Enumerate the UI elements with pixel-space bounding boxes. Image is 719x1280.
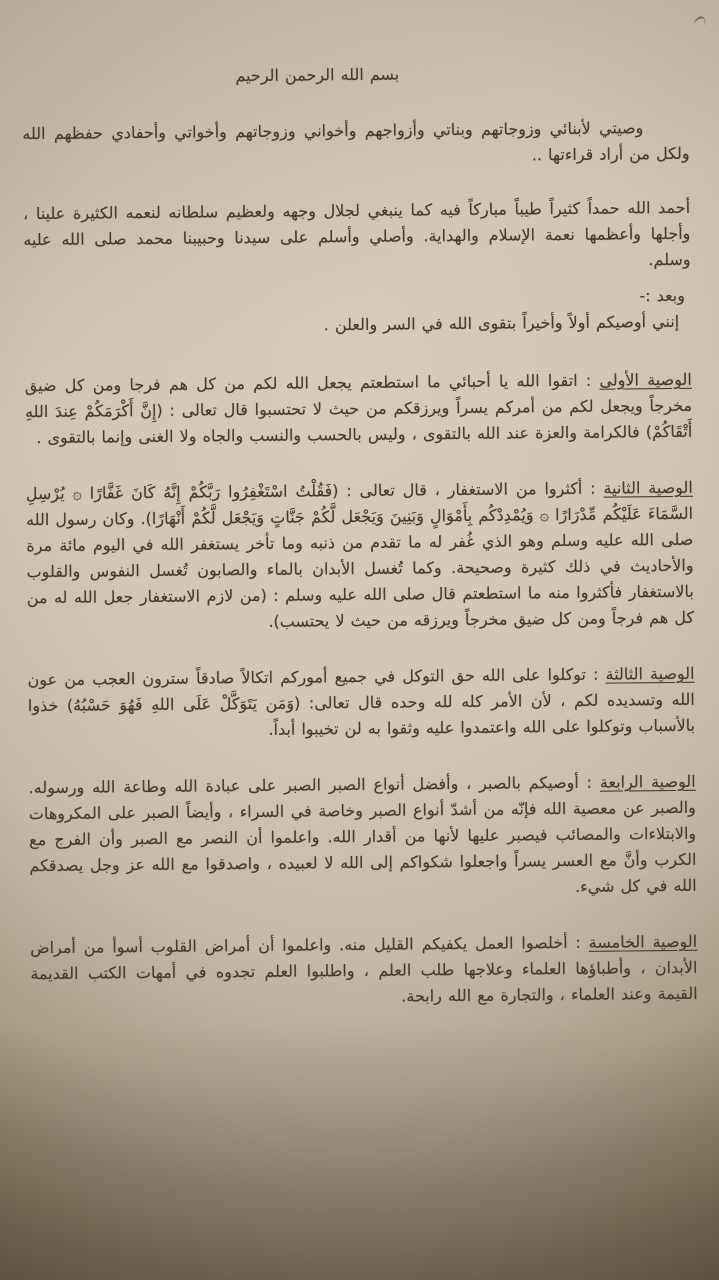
- praise-paragraph: أحمد الله حمداً كثيراً طيباً مباركاً فيه كما ينبغي لجلال وجهه ولعظيم سلطانه لنعمه الكثيرة علينا ، وأجلها وأعظمها نعمة الإسلام والهداية. وأصلي وأسلم على سيدنا وحبيبنا محمد صلى الله عليه وسلم.: [23, 197, 691, 270]
- commandment-section-5: [30, 929, 698, 1013]
- commandment-title: الوصية الأولى: [599, 369, 692, 390]
- commandment-title: الوصية الثانية: [603, 477, 693, 498]
- commandment-text: أخلصوا العمل يكفيكم القليل منه. واعلموا أن أمراض القلوب أسوأ من أمراض الأبدان ، وأطباؤها العلماء وعلاجها طلب العلم ، واطلبوا العلم تجدوه في أمهات الكتب القديمة القيمة وعند العلماء ، والتجارة مع الله رابحة.: [30, 933, 698, 1006]
- commandment-text: توكلوا على الله حق التوكل في جميع أموركم اتكالاً صادقاً سترون العجب من عون الله وتسديده لكم ، لأن الأمر كله لله وحده قال تعالى: (وَمَن يَتَوَكَّلْ عَلَى اللهِ فَهُوَ حَسْبُهُ) خذوا بالأسباب وتوكلوا على الله واعتمدوا عليه وثقوا به لن تخيبوا أبداً.: [27, 664, 696, 739]
- commandment-title: الوصية الخامسة: [588, 931, 698, 952]
- basmala-heading: بسم الله الرحمن الرحيم: [235, 64, 400, 86]
- dedication-paragraph: وصيتي لأبنائي وزوجاتهم وبناتي وأزواجهم وأخواني وزوجاتهم وأخواتي وأحفادي حفظهم الله ولكل من أراد قراءتها ..: [22, 118, 690, 165]
- commandment-separator: :: [585, 664, 606, 684]
- taqwa-intro-line: إنني أوصيكم أولاً وأخيراً بتقوى الله في السر والعلن .: [323, 311, 680, 335]
- commandment-separator: :: [567, 932, 589, 953]
- commandment-section-2: [26, 475, 694, 637]
- wa-baad-line: وبعد :-: [639, 285, 686, 306]
- commandment-separator: :: [577, 370, 600, 390]
- commandment-text: اتقوا الله يا أحبائي ما استطعتم يجعل الله لكم من كل هم فرجا ومن كل ضيق مخرجاً ويجعل لكم من أمركم يسراً ويرزقكم من حيث لا تحتسبوا قال تعالى : (إِنَّ أَكْرَمَكُمْ عِندَ اللهِ أَتْقَاكُمْ) فالكرامة والعزة عند الله بالتقوى ، وليس بالحسب والنسب والجاه ولا الغنى وإنما بالتقوى .: [24, 370, 693, 448]
- commandment-title: الوصية الثالثة: [605, 663, 695, 684]
- commandment-title: الوصية الرابعة: [599, 771, 696, 792]
- commandment-separator: :: [578, 772, 600, 792]
- commandment-section-1: [25, 367, 693, 451]
- commandment-separator: :: [582, 478, 604, 498]
- commandment-text: أكثروا من الاستغفار ، قال تعالى : (فَقُلْتُ اسْتَغْفِرُوا رَبَّكُمْ إِنَّهُ كَانَ غَفَّارًا ۞ يُرْسِلِ السَّمَاءَ عَلَيْكُم مِّدْرَارًا ۞ وَيُمْدِدْكُم بِأَمْوَالٍ وَبَنِينَ وَيَجْعَل لَّكُمْ جَنَّاتٍ وَيَجْعَل لَّكُمْ أَنْهَارًا). وكان رسول الله صلى الله عليه وسلم وهو الذي غُفر له ما تقدم من ذنبه وما تأخر يستغفر الله في اليوم مائة مرة والأحاديث في ذلك كثيرة وصحيحة. وكما تُغسل الأبدان بالماء والصابون تُغسل النفوس والقلوب بالاستغفار فأكثروا منه ما استطعتم قال صلى الله عليه وسلم : (من لازم الاستغفار جعل الله له من كل هم فرجاً ومن كل ضيق مخرجاً ويرزقه من حيث لا يحتسب).: [25, 478, 695, 631]
- commandment-text: أوصيكم بالصبر ، وأفضل أنواع الصبر الصبر على عبادة الله وطاعة الله ورسوله. والصبر عن معصية الله فإنّه من أشدّ أنواع الصبر وخاصة في السراء ، وأيضاً الصبر على المكروهات والابتلاءات والمصائب فيصبر عليها لأنها من أقدار الله. واعلموا أن النصر مع الصبر وأن الفرج مع الكرب وأنَّ مع العسر يسراً واجعلوا شكواكم إلى الله لا لعبيده ، واصدقوا مع الله عز وجل يصدقكم الله في كل شيء.: [28, 772, 697, 896]
- commandment-section-4: [29, 769, 697, 905]
- commandment-section-3: [27, 661, 695, 745]
